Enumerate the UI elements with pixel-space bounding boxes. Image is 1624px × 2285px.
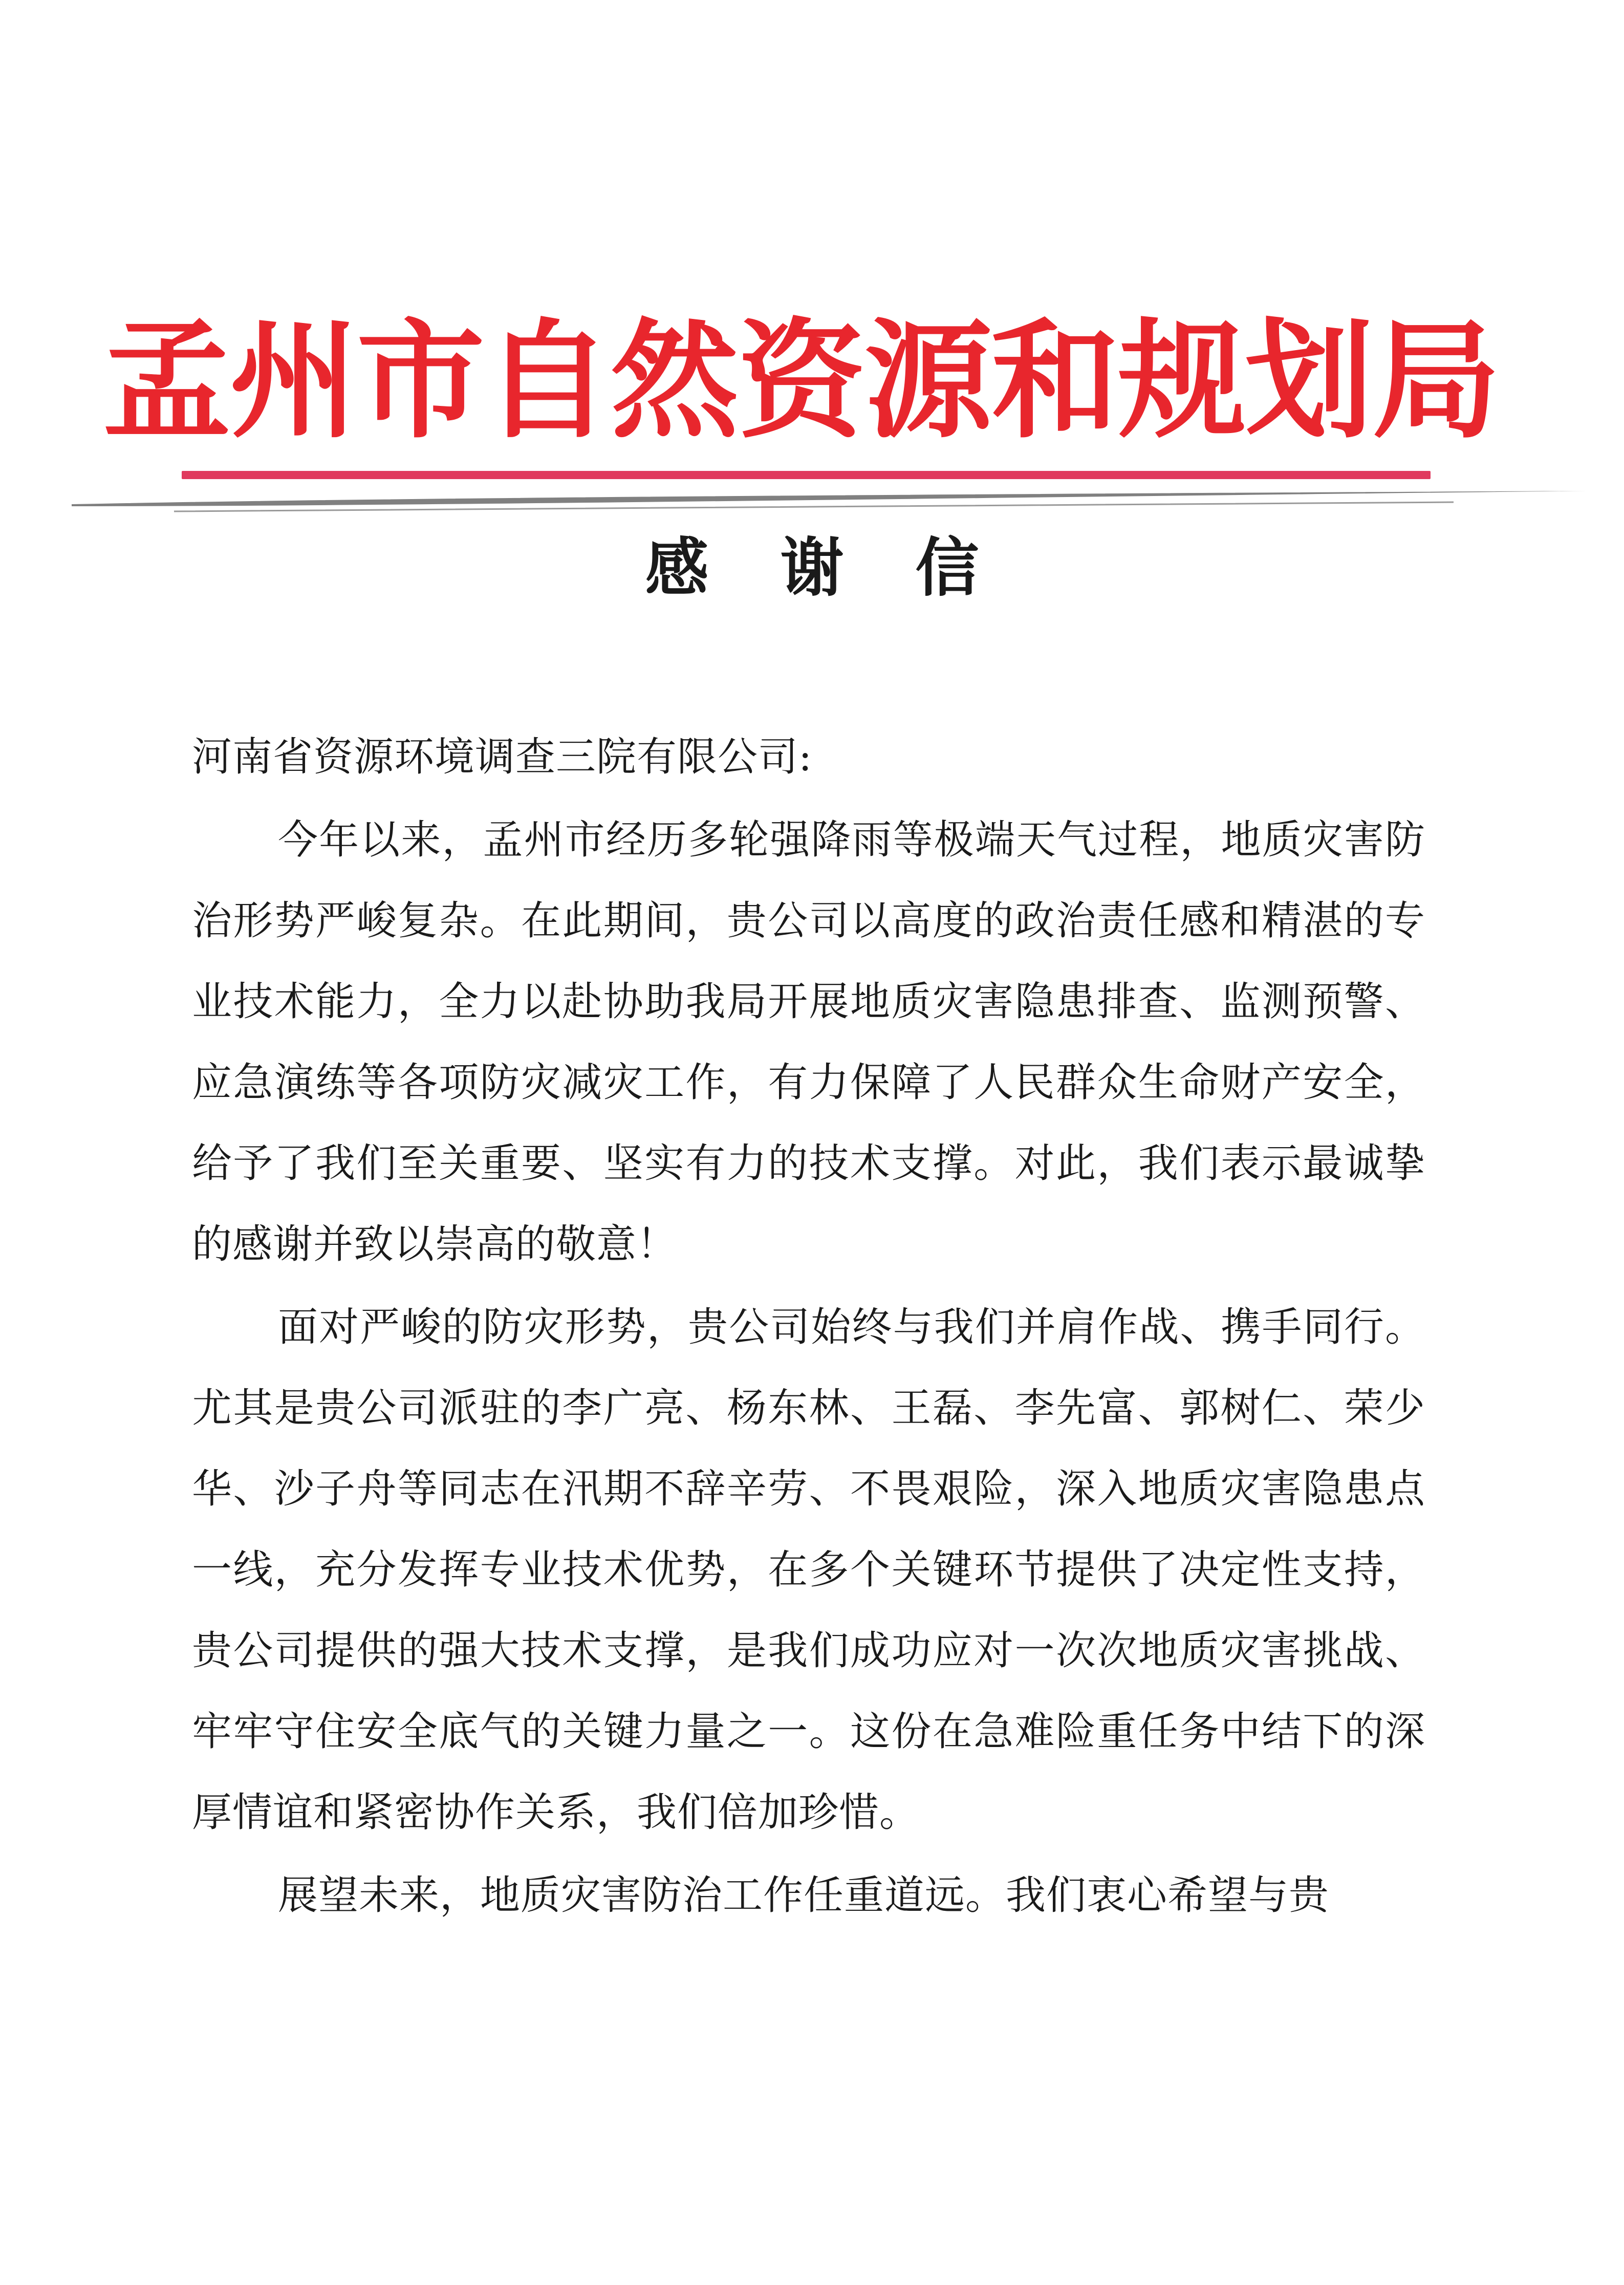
org-name: 孟州市自然资源和规划局	[103, 307, 1499, 456]
letterhead	[103, 297, 1499, 466]
paragraph: 今年以来，孟州市经历多轮强降雨等极端天气过程，地质灾害防治形势严峻复杂。在此期间，贵公司以高度的政治责任感和精湛的专业技术能力，全力以赴协助我局开展地质灾害隐患排查、监测预警、应急演练等各项防灾减灾工作，有力保障了人民群众生命财产安全，给予了我们至关重要、坚实有力的技术支撑。对此，我们表示最诚挚的感谢并致以崇高的敬意！	[192, 817, 1425, 1267]
red-divider-line	[182, 471, 1431, 479]
salutation: 河南省资源环境调查三院有限公司:	[192, 734, 813, 780]
paragraph: 展望未来，地质灾害防治工作任重道远。我们衷心希望与贵	[278, 1872, 1330, 1918]
title-char: 信	[915, 531, 979, 605]
paragraph: 面对严峻的防灾形势，贵公司始终与我们并肩作战、携手同行。尤其是贵公司派驻的李广亮、杨东林、王磊、李先富、郭树仁、荣少华、沙子舟等同志在汛期不辞辛劳、不畏艰险，深入地质灾害隐患点一线，充分发挥专业技术优势，在多个关键环节提供了决定性支持，贵公司提供的强大技术支撑，是我们成功应对一次次地质灾害挑战、牢牢守住安全底气的关键力量之一。这份在急难险重任务中结下的深厚情谊和紧密协作关系，我们倍加珍惜。	[192, 1304, 1425, 1836]
title-char: 感	[645, 531, 709, 605]
title-char: 谢	[780, 531, 844, 605]
grey-swoosh-line	[72, 489, 1587, 520]
letter-body	[192, 717, 1425, 1938]
document-title	[0, 532, 1624, 604]
